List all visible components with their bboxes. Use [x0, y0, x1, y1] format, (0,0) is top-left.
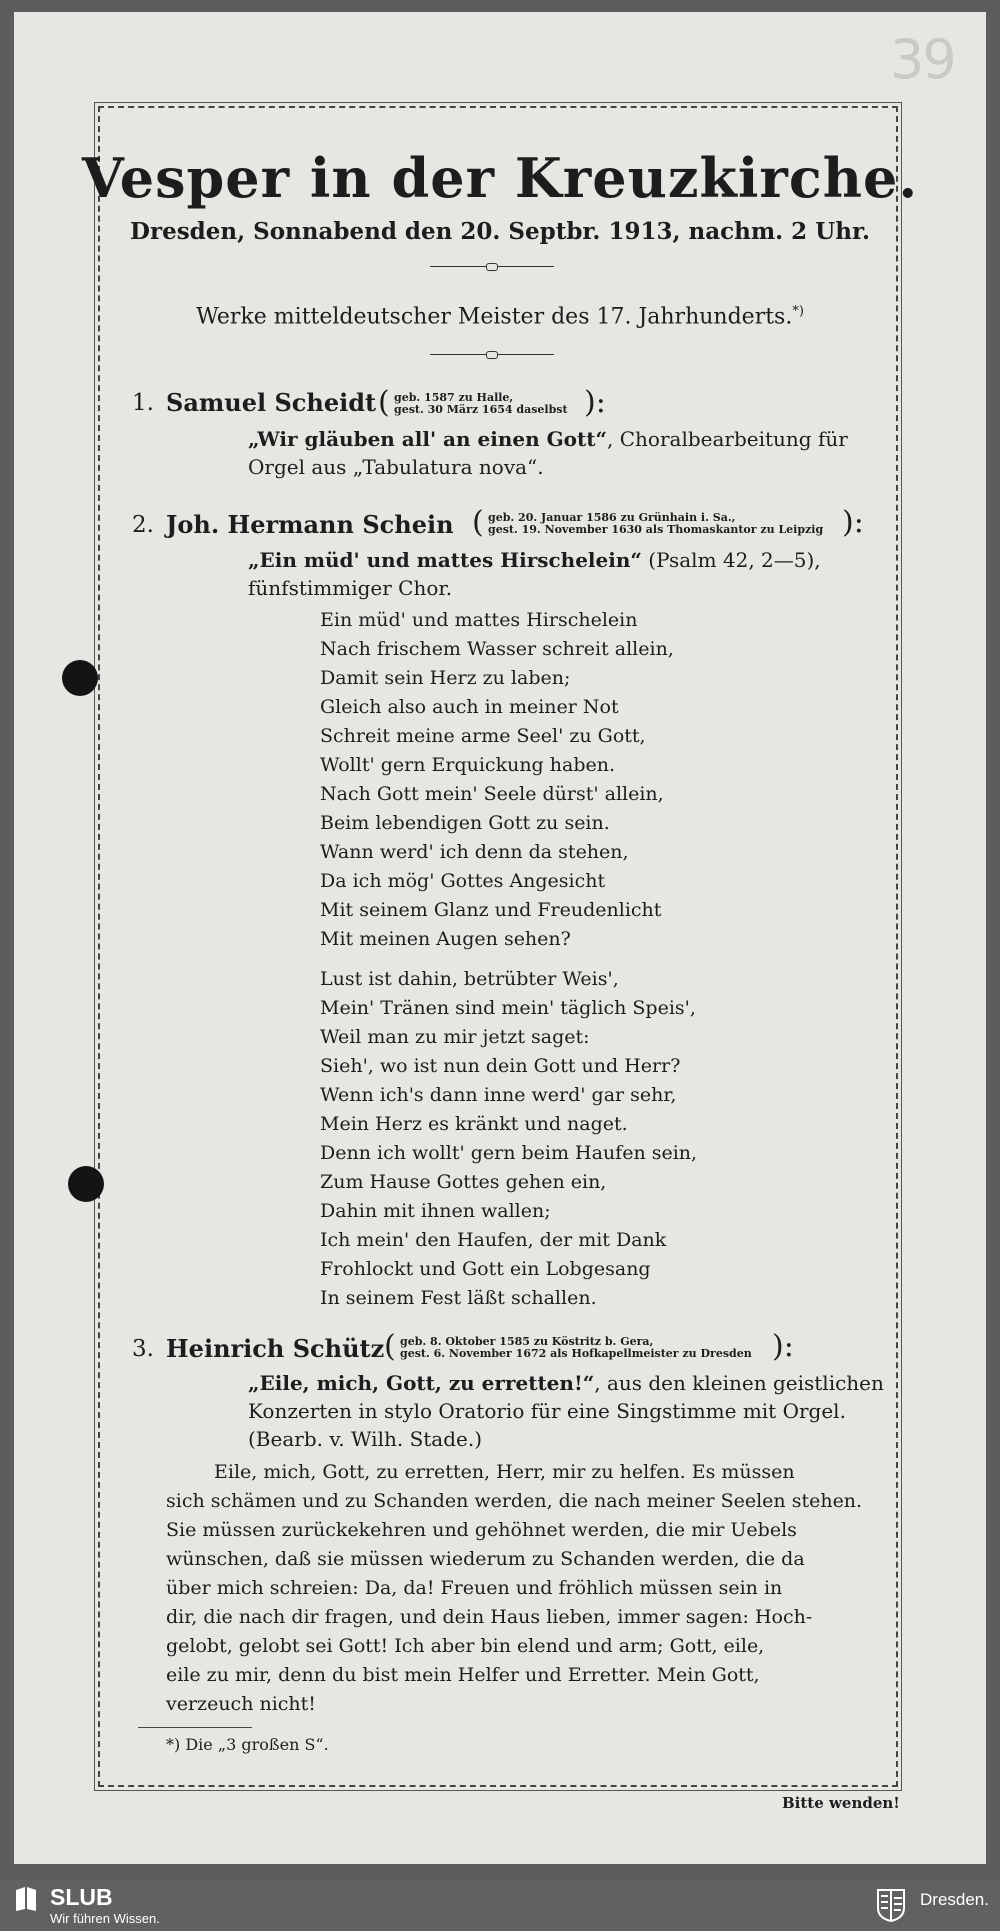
- turn-over-note: Bitte wenden!: [782, 1794, 900, 1812]
- work-title-line: „Ein müd' und mattes Hirschelein“ (Psalm 42, 2—5),: [248, 548, 821, 572]
- ornament-divider: [430, 266, 554, 267]
- verse-line: Wann werd' ich denn da stehen,: [320, 841, 629, 863]
- text-paragraph-line: gelobt, gelobt sei Gott! Ich aber bin elend und arm; Gott, eile,: [166, 1635, 765, 1657]
- slub-book-icon[interactable]: [14, 1886, 38, 1912]
- verse-line: Mit seinem Glanz und Freudenlicht: [320, 899, 662, 921]
- work-description: Konzerten in stylo Oratorio für eine Singstimme mit Orgel.: [248, 1399, 846, 1423]
- work-title-line: „Wir gläuben all' an einen Gott“, Choralbearbeitung für: [248, 427, 848, 451]
- work-description: Orgel aus „Tabulatura nova“.: [248, 455, 544, 479]
- text-paragraph-line: verzeuch nicht!: [166, 1693, 316, 1715]
- bio-open-paren: (: [378, 385, 390, 420]
- text-paragraph-line: eile zu mir, denn du bist mein Helfer und Erretter. Mein Gott,: [166, 1664, 760, 1686]
- slub-slogan: Wir führen Wissen.: [50, 1911, 160, 1926]
- dresden-logo-text[interactable]: Dresden.: [920, 1890, 989, 1909]
- slub-logo-text[interactable]: SLUB: [50, 1884, 113, 1910]
- footer-bar: [0, 1880, 1000, 1931]
- bio-close-paren: ):: [584, 385, 606, 420]
- verse-line: Dahin mit ihnen wallen;: [320, 1200, 551, 1222]
- verse-line: Damit sein Herz zu laben;: [320, 667, 571, 689]
- event-subtitle: Dresden, Sonnabend den 20. Septbr. 1913, nachm. 2 Uhr.: [130, 218, 870, 245]
- work-arranger: (Bearb. v. Wilh. Stade.): [248, 1427, 483, 1451]
- page-title: Vesper in der Kreuzkirche.: [81, 146, 919, 210]
- program-heading-text: Werke mitteldeutscher Meister des 17. Jahrhunderts.: [196, 304, 793, 330]
- composer-name: Joh. Hermann Schein: [166, 510, 454, 539]
- work-description: fünfstimmiger Chor.: [248, 576, 453, 600]
- verse-line: Nach frischem Wasser schreit allein,: [320, 638, 674, 660]
- verse-line: Beim lebendigen Gott zu sein.: [320, 812, 610, 834]
- footnote-divider: [138, 1727, 252, 1728]
- verse-line: Mein Herz es kränkt und naget.: [320, 1113, 628, 1135]
- item-number: 1.: [132, 390, 154, 416]
- ornament-divider: [430, 354, 554, 355]
- work-title: „Wir gläuben all' an einen Gott“: [248, 427, 608, 451]
- work-title-line: „Eile, mich, Gott, zu erretten!“, aus den kleinen geistlichen: [248, 1371, 884, 1395]
- composer-bio: geb. 1587 zu Halle, gest. 30 März 1654 daselbst: [394, 391, 568, 416]
- dresden-crest-icon: [876, 1888, 906, 1922]
- verse-line: Schreit meine arme Seel' zu Gott,: [320, 725, 646, 747]
- item-number: 3.: [132, 1336, 154, 1362]
- program-heading: [0, 304, 1000, 329]
- item-number: 2.: [132, 512, 154, 538]
- bio-close-paren: ):: [842, 505, 864, 540]
- footnote: *) Die „3 großen S“.: [166, 1735, 329, 1754]
- verse-line: Mein' Tränen sind mein' täglich Speis',: [320, 997, 696, 1019]
- composer-bio: geb. 20. Januar 1586 zu Grünhain i. Sa., gest. 19. November 1630 als Thomaskantor zu Leipzig: [488, 511, 824, 536]
- verse-line: In seinem Fest läßt schallen.: [320, 1287, 597, 1309]
- page-number: 39: [890, 28, 955, 91]
- verse-line: Ein müd' und mattes Hirschelein: [320, 609, 638, 631]
- work-title: „Ein müd' und mattes Hirschelein“: [248, 548, 642, 572]
- verse-line: Da ich mög' Gottes Angesicht: [320, 870, 606, 892]
- bio-close-paren: ):: [772, 1329, 794, 1364]
- heading-footnote-mark: *): [792, 304, 804, 319]
- bio-open-paren: (: [472, 505, 484, 540]
- verse-line: Weil man zu mir jetzt saget:: [320, 1026, 590, 1048]
- text-paragraph-line: Eile, mich, Gott, zu erretten, Herr, mir zu helfen. Es müssen: [214, 1461, 795, 1483]
- text-paragraph-line: sich schämen und zu Schanden werden, die nach meiner Seelen stehen.: [166, 1490, 863, 1512]
- verse-line: Wollt' gern Erquickung haben.: [320, 754, 616, 776]
- verse-line: Zum Hause Gottes gehen ein,: [320, 1171, 607, 1193]
- verse-line: Lust ist dahin, betrübter Weis',: [320, 968, 619, 990]
- verse-line: Sieh', wo ist nun dein Gott und Herr?: [320, 1055, 681, 1077]
- punch-hole: [62, 660, 98, 696]
- verse-line: Gleich also auch in meiner Not: [320, 696, 619, 718]
- composer-name: Samuel Scheidt: [166, 388, 377, 417]
- verse-line: Wenn ich's dann inne werd' gar sehr,: [320, 1084, 677, 1106]
- verse-line: Ich mein' den Haufen, der mit Dank: [320, 1229, 667, 1251]
- text-paragraph-line: Sie müssen zurückekehren und gehöhnet werden, die mir Uebels: [166, 1519, 797, 1541]
- text-paragraph-line: über mich schreien: Da, da! Freuen und fröhlich müssen sein in: [166, 1577, 783, 1599]
- punch-hole: [68, 1166, 104, 1202]
- composer-name: Heinrich Schütz: [166, 1334, 385, 1363]
- text-paragraph-line: dir, die nach dir fragen, und dein Haus lieben, immer sagen: Hoch-: [166, 1606, 813, 1628]
- work-title: „Eile, mich, Gott, zu erretten!“: [248, 1371, 595, 1395]
- verse-line: Mit meinen Augen sehen?: [320, 928, 571, 950]
- verse-line: Frohlockt und Gott ein Lobgesang: [320, 1258, 651, 1280]
- verse-line: Nach Gott mein' Seele dürst' allein,: [320, 783, 664, 805]
- composer-bio: geb. 8. Oktober 1585 zu Köstritz b. Gera, gest. 6. November 1672 als Hofkapellmeister zu Dresden: [400, 1335, 752, 1360]
- text-paragraph-line: wünschen, daß sie müssen wiederum zu Schanden werden, die da: [166, 1548, 805, 1570]
- verse-line: Denn ich wollt' gern beim Haufen sein,: [320, 1142, 698, 1164]
- bio-open-paren: (: [384, 1329, 396, 1364]
